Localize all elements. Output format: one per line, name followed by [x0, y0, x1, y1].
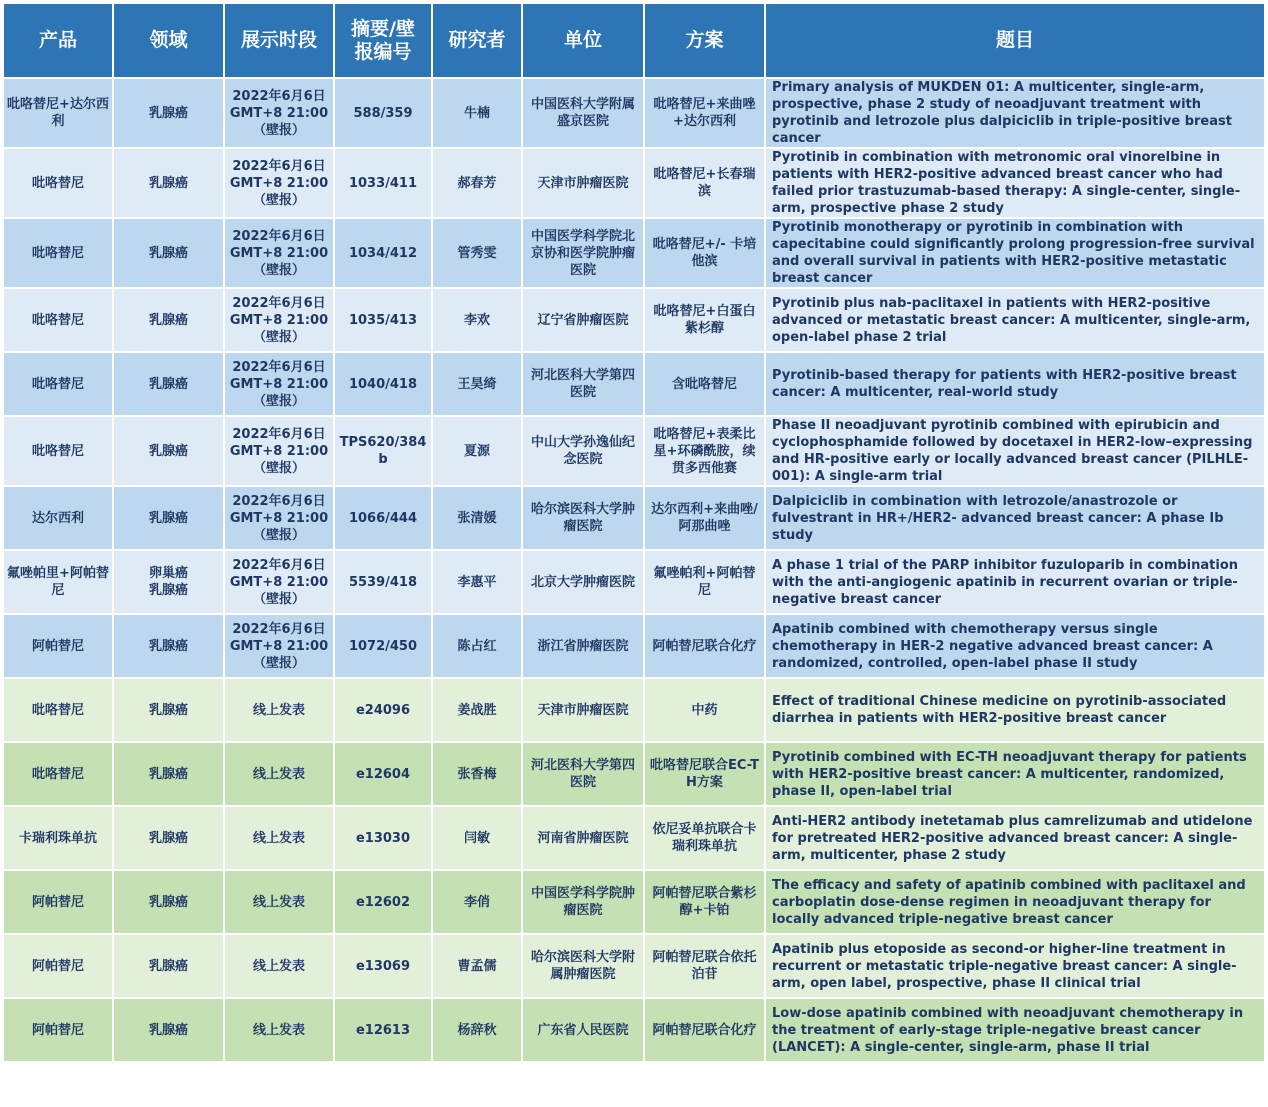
cell-code: e12604 — [334, 742, 432, 806]
cell-researcher: 牛楠 — [432, 78, 522, 148]
cell-product: 阿帕替尼 — [3, 998, 113, 1062]
cell-plan: 达尔西利+来曲唑/阿那曲唑 — [644, 486, 765, 550]
cell-field: 乳腺癌 — [113, 998, 224, 1062]
cell-researcher: 杨辞秋 — [432, 998, 522, 1062]
cell-researcher: 郝春芳 — [432, 148, 522, 218]
cell-code: TPS620/384b — [334, 416, 432, 486]
cell-unit: 中国医学科学院北京协和医学院肿瘤医院 — [522, 218, 644, 288]
cell-time: 2022年6月6日 GMT+8 21:00 （壁报） — [224, 352, 334, 416]
cell-code: 1066/444 — [334, 486, 432, 550]
cell-researcher: 夏源 — [432, 416, 522, 486]
cell-unit: 中山大学孙逸仙纪念医院 — [522, 416, 644, 486]
cell-researcher: 管秀雯 — [432, 218, 522, 288]
cell-title: Primary analysis of MUKDEN 01: A multicenter, single-arm, prospective, phase 2 study of neoadjuvant treatment with pyrotinib and letrozole plus dalpiciclib in triple-positive breast cancer — [765, 78, 1265, 148]
cell-product: 氟唑帕里+阿帕替尼 — [3, 550, 113, 614]
table-row — [3, 934, 1265, 998]
cell-unit: 哈尔滨医科大学附属肿瘤医院 — [522, 934, 644, 998]
cell-title: Pyrotinib monotherapy or pyrotinib in combination with capecitabine could significantly prolong progression-free survival and overall survival in patients with HER2-positive metastatic breast cancer — [765, 218, 1265, 288]
cell-time: 2022年6月6日 GMT+8 21:00 （壁报） — [224, 78, 334, 148]
cell-product: 吡咯替尼 — [3, 218, 113, 288]
table-row — [3, 416, 1265, 486]
cell-code: 1034/412 — [334, 218, 432, 288]
cell-plan: 中药 — [644, 678, 765, 742]
cell-title: Pyrotinib combined with EC-TH neoadjuvant therapy for patients with HER2-positive breast cancer: A multicenter, randomized, phase II, open-label trial — [765, 742, 1265, 806]
cell-researcher: 闫敏 — [432, 806, 522, 870]
cell-field: 乳腺癌 — [113, 416, 224, 486]
cell-time: 2022年6月6日 GMT+8 21:00 （壁报） — [224, 614, 334, 678]
cell-code: 588/359 — [334, 78, 432, 148]
table-row — [3, 870, 1265, 934]
table-row — [3, 78, 1265, 148]
cell-researcher: 张香梅 — [432, 742, 522, 806]
header-time: 展示时段 — [224, 3, 334, 78]
cell-time: 2022年6月6日 GMT+8 21:00 （壁报） — [224, 218, 334, 288]
cell-title: Pyrotinib plus nab-paclitaxel in patients with HER2-positive advanced or metastatic breast cancer: A multicenter, single-arm, open-label phase 2 trial — [765, 288, 1265, 352]
cell-plan: 吡咯替尼+白蛋白紫杉醇 — [644, 288, 765, 352]
cell-unit: 浙江省肿瘤医院 — [522, 614, 644, 678]
table-row — [3, 148, 1265, 218]
cell-researcher: 李欢 — [432, 288, 522, 352]
table-row — [3, 678, 1265, 742]
cell-unit: 河北医科大学第四医院 — [522, 742, 644, 806]
cell-unit: 河北医科大学第四医院 — [522, 352, 644, 416]
cell-title: Effect of traditional Chinese medicine on pyrotinib-associated diarrhea in patients with HER2-positive breast cancer — [765, 678, 1265, 742]
cell-title: Dalpiciclib in combination with letrozole/anastrozole or fulvestrant in HR+/HER2- advanced breast cancer: A phase Ib study — [765, 486, 1265, 550]
cell-title: Pyrotinib-based therapy for patients with HER2-positive breast cancer: A multicenter, real-world study — [765, 352, 1265, 416]
table-row — [3, 352, 1265, 416]
cell-product: 吡咯替尼 — [3, 742, 113, 806]
cell-field: 乳腺癌 — [113, 934, 224, 998]
table-body — [3, 78, 1265, 1062]
table-row — [3, 550, 1265, 614]
cell-title: Pyrotinib in combination with metronomic oral vinorelbine in patients with HER2-positive advanced breast cancer who had failed prior trastuzumab-based therapy: A single-center, single-arm, prospective phase 2 study — [765, 148, 1265, 218]
cell-time: 线上发表 — [224, 742, 334, 806]
header-field: 领域 — [113, 3, 224, 78]
header-unit: 单位 — [522, 3, 644, 78]
table-row — [3, 486, 1265, 550]
cell-field: 卵巢癌 乳腺癌 — [113, 550, 224, 614]
cell-product: 吡咯替尼+达尔西利 — [3, 78, 113, 148]
cell-title: Anti-HER2 antibody inetetamab plus camrelizumab and utidelone for pretreated HER2-positive advanced breast cancer: A single-arm, multicenter, phase 2 study — [765, 806, 1265, 870]
cell-product: 吡咯替尼 — [3, 352, 113, 416]
cell-time: 2022年6月6日 GMT+8 21:00 （壁报） — [224, 486, 334, 550]
cell-researcher: 陈占红 — [432, 614, 522, 678]
cell-plan: 阿帕替尼联合化疗 — [644, 614, 765, 678]
table-row — [3, 288, 1265, 352]
cell-time: 2022年6月6日 GMT+8 21:00 （壁报） — [224, 288, 334, 352]
cell-title: Phase II neoadjuvant pyrotinib combined with epirubicin and cyclophosphamide followed by docetaxel in HER2-low–expressing and HR-positive early or locally advanced breast cancer (PILHLE-001): A single-arm trial — [765, 416, 1265, 486]
cell-product: 吡咯替尼 — [3, 416, 113, 486]
cell-plan: 吡咯替尼+表柔比星+环磷酰胺，续贯多西他赛 — [644, 416, 765, 486]
cell-plan: 阿帕替尼联合紫杉醇+卡铂 — [644, 870, 765, 934]
cell-time: 线上发表 — [224, 998, 334, 1062]
cell-time: 2022年6月6日 GMT+8 21:00 （壁报） — [224, 550, 334, 614]
header-plan: 方案 — [644, 3, 765, 78]
cell-unit: 辽宁省肿瘤医院 — [522, 288, 644, 352]
cell-researcher: 张清媛 — [432, 486, 522, 550]
cell-time: 2022年6月6日 GMT+8 21:00 （壁报） — [224, 148, 334, 218]
cell-product: 阿帕替尼 — [3, 614, 113, 678]
cell-plan: 吡咯替尼+长春瑞滨 — [644, 148, 765, 218]
cell-plan: 吡咯替尼+/- 卡培他滨 — [644, 218, 765, 288]
cell-plan: 吡咯替尼+来曲唑+达尔西利 — [644, 78, 765, 148]
cell-field: 乳腺癌 — [113, 870, 224, 934]
cell-plan: 含吡咯替尼 — [644, 352, 765, 416]
table-row — [3, 806, 1265, 870]
cell-plan: 依尼妥单抗联合卡瑞利珠单抗 — [644, 806, 765, 870]
cell-unit: 哈尔滨医科大学肿瘤医院 — [522, 486, 644, 550]
cell-product: 吡咯替尼 — [3, 288, 113, 352]
cell-unit: 中国医科大学附属盛京医院 — [522, 78, 644, 148]
cell-time: 线上发表 — [224, 806, 334, 870]
cell-title: Low-dose apatinib combined with neoadjuvant chemotherapy in the treatment of early-stage triple-negative breast cancer (LANCET): A single-center, single-arm, phase II trial — [765, 998, 1265, 1062]
cell-plan: 阿帕替尼联合依托泊苷 — [644, 934, 765, 998]
header-researcher: 研究者 — [432, 3, 522, 78]
cell-time: 2022年6月6日 GMT+8 21:00 （壁报） — [224, 416, 334, 486]
cell-code: 1072/450 — [334, 614, 432, 678]
cell-time: 线上发表 — [224, 870, 334, 934]
cell-field: 乳腺癌 — [113, 352, 224, 416]
cell-researcher: 王昊绮 — [432, 352, 522, 416]
cell-field: 乳腺癌 — [113, 486, 224, 550]
cell-plan: 氟唑帕利+阿帕替尼 — [644, 550, 765, 614]
cell-code: 1040/418 — [334, 352, 432, 416]
cell-product: 吡咯替尼 — [3, 148, 113, 218]
cell-title: Apatinib plus etoposide as second-or higher-line treatment in recurrent or metastatic triple-negative breast cancer: A single-arm, open label, prospective, phase II clinical trial — [765, 934, 1265, 998]
cell-code: e13030 — [334, 806, 432, 870]
cell-field: 乳腺癌 — [113, 614, 224, 678]
cell-product: 阿帕替尼 — [3, 934, 113, 998]
cell-product: 卡瑞利珠单抗 — [3, 806, 113, 870]
table-row — [3, 998, 1265, 1062]
cell-product: 吡咯替尼 — [3, 678, 113, 742]
header-code: 摘要/壁 报编号 — [334, 3, 432, 78]
cell-time: 线上发表 — [224, 678, 334, 742]
cell-field: 乳腺癌 — [113, 806, 224, 870]
cell-title: A phase 1 trial of the PARP inhibitor fuzuloparib in combination with the anti-angiogenic apatinib in recurrent ovarian or triple-negative breast cancer — [765, 550, 1265, 614]
cell-researcher: 李惠平 — [432, 550, 522, 614]
cell-title: The efficacy and safety of apatinib combined with paclitaxel and carboplatin dose-dense regimen in neoadjuvant therapy for locally advanced triple-negative breast cancer — [765, 870, 1265, 934]
cell-unit: 天津市肿瘤医院 — [522, 678, 644, 742]
cell-code: 5539/418 — [334, 550, 432, 614]
cell-field: 乳腺癌 — [113, 78, 224, 148]
cell-unit: 河南省肿瘤医院 — [522, 806, 644, 870]
cell-field: 乳腺癌 — [113, 218, 224, 288]
cell-unit: 北京大学肿瘤医院 — [522, 550, 644, 614]
cell-plan: 吡咯替尼联合EC-TH方案 — [644, 742, 765, 806]
cell-field: 乳腺癌 — [113, 678, 224, 742]
cell-title: Apatinib combined with chemotherapy versus single chemotherapy in HER-2 negative advanced breast cancer: A randomized, controlled, open-label phase II study — [765, 614, 1265, 678]
cell-unit: 中国医学科学院肿瘤医院 — [522, 870, 644, 934]
header-product: 产品 — [3, 3, 113, 78]
cell-researcher: 姜战胜 — [432, 678, 522, 742]
cell-researcher: 李俏 — [432, 870, 522, 934]
table-row — [3, 218, 1265, 288]
cell-product: 达尔西利 — [3, 486, 113, 550]
cell-plan: 阿帕替尼联合化疗 — [644, 998, 765, 1062]
table-row — [3, 614, 1265, 678]
header-row — [3, 3, 1265, 78]
cell-code: e12602 — [334, 870, 432, 934]
header-title: 题目 — [765, 3, 1265, 78]
cell-code: e12613 — [334, 998, 432, 1062]
cell-code: 1033/411 — [334, 148, 432, 218]
cell-researcher: 曹孟儒 — [432, 934, 522, 998]
cell-code: 1035/413 — [334, 288, 432, 352]
cell-code: e24096 — [334, 678, 432, 742]
cell-unit: 广东省人民医院 — [522, 998, 644, 1062]
table-row — [3, 742, 1265, 806]
study-table — [2, 2, 1266, 1063]
cell-field: 乳腺癌 — [113, 288, 224, 352]
cell-code: e13069 — [334, 934, 432, 998]
cell-unit: 天津市肿瘤医院 — [522, 148, 644, 218]
cell-time: 线上发表 — [224, 934, 334, 998]
cell-field: 乳腺癌 — [113, 742, 224, 806]
cell-field: 乳腺癌 — [113, 148, 224, 218]
cell-product: 阿帕替尼 — [3, 870, 113, 934]
